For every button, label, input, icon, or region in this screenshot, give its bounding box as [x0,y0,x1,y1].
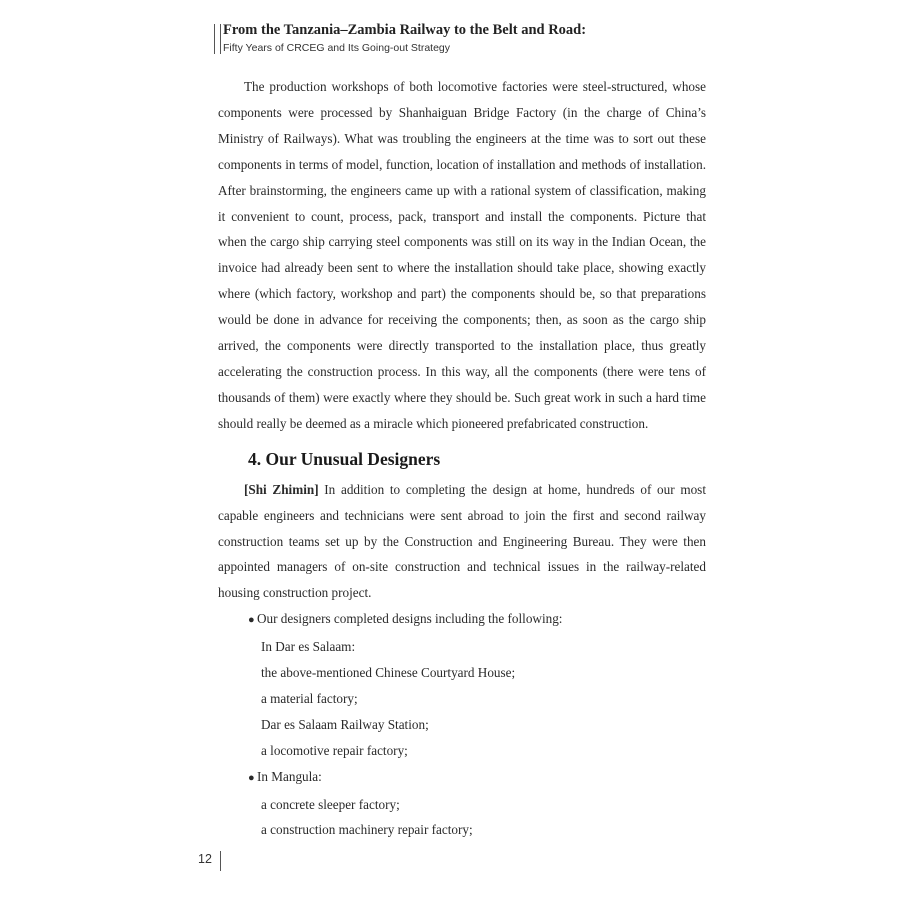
list-item: a locomotive repair factory; [261,742,408,758]
list-item: a material factory; [261,690,358,706]
paragraph-workshops: The production workshops of both locomotive factories were steel-structured, whose components were processed by Shanhaiguan Bridge Factory (in the charge of China’s Ministry of Railways). What was troubling the engineers at the time was to sort out these components in terms of model, function, location of installation and methods of installation. After brainstorming, the engineers came up with a rational system of classification, making it convenient to count, process, pack, transport and install the components. Picture that when the cargo ship carrying steel components was still on its way in the Indian Ocean, the invoice had already been sent to where the installation should take place, showing exactly where (which factory, workshop and part) the components should be, so that preparations would be done in advance for receiving the components; then, as soon as the cargo ship arrived, the components were directly transported to the installation place, thus greatly accelerating the construction process. In this way, all the components (there were tens of thousands of them) were exactly where they should be. Such great work in such a hard time should really be deemed as a miracle which pioneered prefabricated construction. [218,79,706,431]
list-intro-text: Our designers completed designs including the following: [257,611,563,627]
page-number-rule [220,851,221,871]
header-double-rule [214,24,221,54]
section-heading: 4. Our Unusual Designers [248,448,441,469]
page-body [218,74,706,843]
list-item: a concrete sleeper factory; [261,796,400,812]
bullet-icon: ● [248,614,255,627]
list-item: Dar es Salaam Railway Station; [261,716,429,732]
speaker-label: [Shi Zhimin] [244,481,319,497]
list-item: the above-mentioned Chinese Courtyard House; [261,665,516,681]
book-subtitle: Fifty Years of CRCEG and Its Going-out Strategy [223,42,451,54]
list-item: a construction machinery repair factory; [261,822,473,838]
list-mangula-heading [218,764,706,792]
paragraph-designers [218,477,706,607]
list-mangula-heading-text: In Mangula: [257,768,322,784]
list-intro [218,606,706,634]
paragraph-designers-text: In addition to completing the design at home, hundreds of our most capable engineers and technicians were sent abroad to join the first and second railway construction teams set up by the Construction and Engineering Bureau. They were then appointed managers of on-site construction and technical issues in the railway-related housing construction project. [218,481,706,601]
page-number: 12 [198,852,212,866]
book-title: From the Tanzania–Zambia Railway to the Belt and Road: [223,22,587,38]
designs-list [218,606,706,843]
list-dar-heading: In Dar es Salaam: [261,639,356,655]
bullet-icon: ● [248,771,255,784]
